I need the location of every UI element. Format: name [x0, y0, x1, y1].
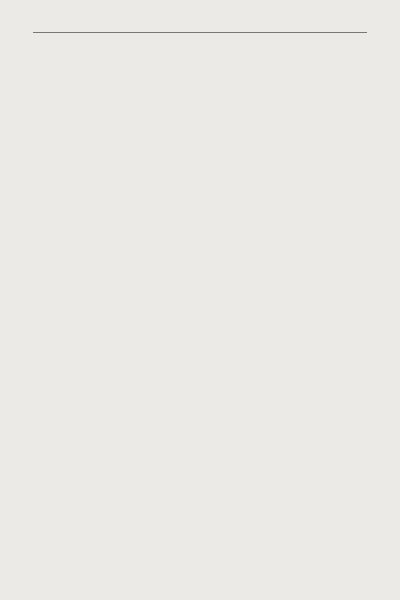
running-head: [33, 30, 367, 33]
